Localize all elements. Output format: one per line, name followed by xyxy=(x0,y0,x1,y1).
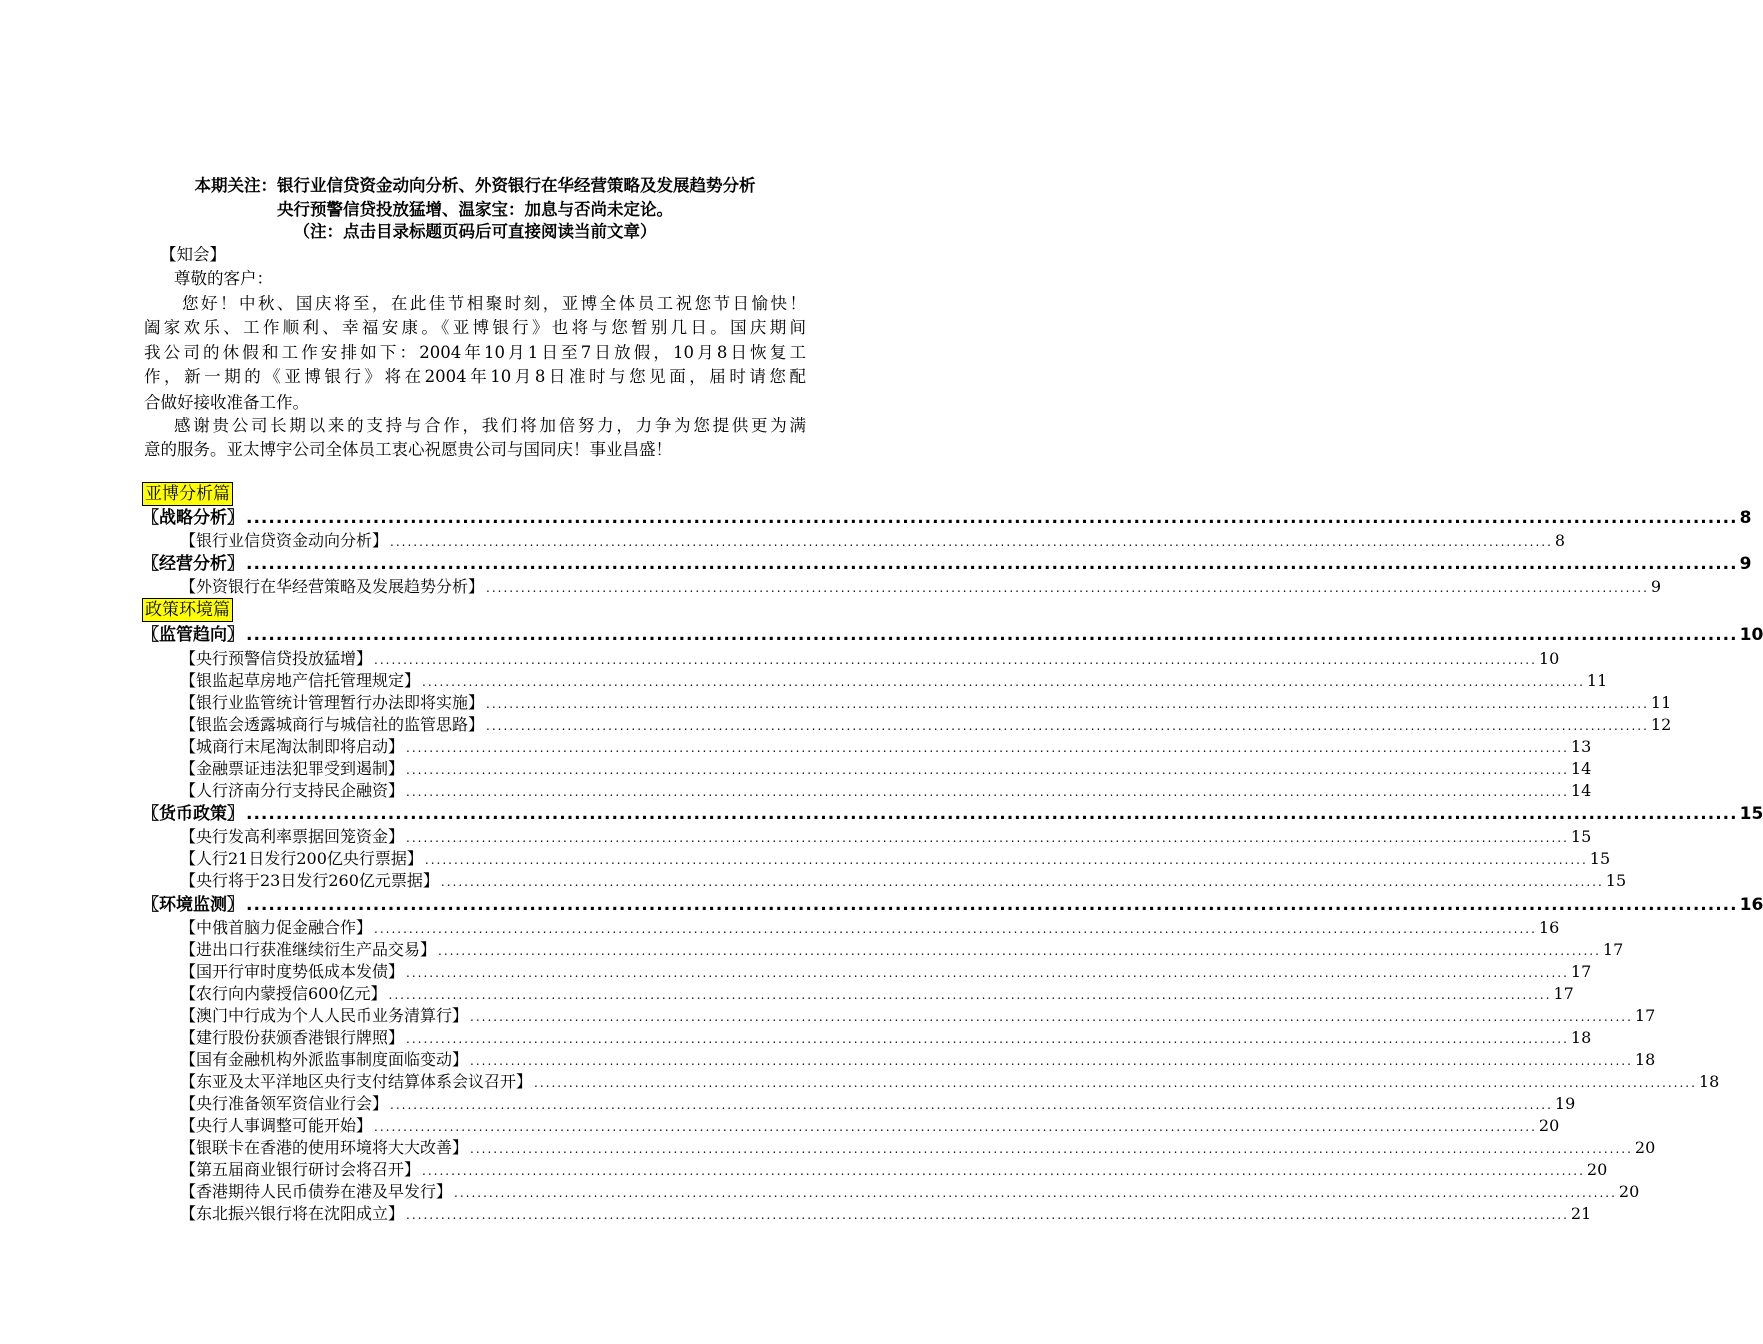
toc-dot-leader: ........................................................................................................................................................................................................ xyxy=(246,804,1738,824)
toc-article-entry[interactable] xyxy=(180,939,1624,961)
toc-category-entry[interactable] xyxy=(142,507,1752,529)
notice-para1-line: 阖家欢乐、工作顺利、幸福安康。《亚博银行》也将与您暂别几日。国庆期间 xyxy=(144,318,806,337)
toc-dot-leader: ........................................................................................................................................................................................................ xyxy=(246,895,1738,915)
toc-entry-title: 〖战略分析〗 xyxy=(142,508,244,528)
toc-page-number-link[interactable]: 15 xyxy=(1605,871,1627,890)
toc-page-number-link[interactable]: 16 xyxy=(1739,895,1763,915)
toc-dot-leader: ........................................................................................................................................................................................................ xyxy=(470,1142,1633,1156)
toc-article-entry[interactable] xyxy=(180,1137,1656,1159)
toc-page-number-link[interactable]: 8 xyxy=(1554,531,1566,550)
toc-entry-title: 【中俄首脑力促金融合作】 xyxy=(180,918,373,937)
toc-dot-leader: ........................................................................................................................................................................................................ xyxy=(424,853,1588,867)
toc-page-number-link[interactable]: 19 xyxy=(1554,1094,1576,1113)
toc-dot-leader: ........................................................................................................................................................................................................ xyxy=(406,966,1569,980)
toc-article-entry[interactable] xyxy=(180,1115,1560,1137)
toc-dot-leader: ........................................................................................................................................................................................................ xyxy=(374,922,1537,936)
toc-article-entry[interactable] xyxy=(180,1181,1640,1203)
toc-page-number-link[interactable]: 20 xyxy=(1538,1116,1560,1135)
toc-article-entry[interactable] xyxy=(180,780,1592,802)
notice-para2-line: 感谢贵公司长期以来的支持与合作，我们将加倍努力，力争为您提供更为满 xyxy=(174,416,806,435)
toc-article-entry[interactable] xyxy=(180,917,1560,939)
toc-entry-title: 【央行准备领军资信业行会】 xyxy=(180,1094,389,1113)
toc-dot-leader: ........................................................................................................................................................................................................ xyxy=(470,1054,1633,1068)
toc-article-entry[interactable] xyxy=(180,714,1672,736)
toc-page-number-link[interactable]: 9 xyxy=(1739,554,1752,574)
toc-page-number-link[interactable]: 11 xyxy=(1586,671,1608,690)
toc-page-number-link[interactable]: 18 xyxy=(1634,1050,1656,1069)
toc-entry-title: 【建行股份获颁香港银行牌照】 xyxy=(180,1028,405,1047)
toc-entry-title: 【银监会透露城商行与城信社的监管思路】 xyxy=(180,715,485,734)
toc-dot-leader: ........................................................................................................................................................................................................ xyxy=(246,508,1738,528)
toc-page-number-link[interactable]: 12 xyxy=(1650,715,1672,734)
notice-para1-line: 您好！中秋、国庆将至，在此佳节相聚时刻，亚博全体员工祝您节日愉快！ xyxy=(182,294,806,313)
toc-page-number-link[interactable]: 17 xyxy=(1602,940,1624,959)
toc-dot-leader: ........................................................................................................................................................................................................ xyxy=(422,675,1585,689)
salutation: 尊敬的客户： xyxy=(174,269,273,288)
toc-dot-leader: ........................................................................................................................................................................................................ xyxy=(388,988,1552,1002)
toc-entry-title: 【第五届商业银行研讨会将召开】 xyxy=(180,1160,421,1179)
toc-entry-title: 〖货币政策〗 xyxy=(142,804,244,824)
toc-entry-title: 【银联卡在香港的使用环境将大大改善】 xyxy=(180,1138,469,1157)
toc-dot-leader: ........................................................................................................................................................................................................ xyxy=(406,763,1569,777)
toc-page-number-link[interactable]: 10 xyxy=(1739,625,1763,645)
notice-para1-line: 合做好接收准备工作。 xyxy=(144,393,309,412)
toc-entry-title: 【金融票证违法犯罪受到遏制】 xyxy=(180,759,405,778)
subheading: 央行预警信贷投放猛增、温家宝：加息与否尚未定论。 xyxy=(277,200,673,219)
toc-entry-title: 【银行业信贷资金动向分析】 xyxy=(180,531,389,550)
toc-page-number-link[interactable]: 18 xyxy=(1698,1072,1720,1091)
toc-category-entry[interactable] xyxy=(142,894,1763,916)
toc-article-entry[interactable] xyxy=(180,870,1627,892)
toc-entry-title: 【央行预警信贷投放猛增】 xyxy=(180,649,373,668)
toc-entry-title: 〖环境监测〗 xyxy=(142,895,244,915)
toc-dot-leader: ........................................................................................................................................................................................................ xyxy=(246,554,1738,574)
toc-dot-leader: ........................................................................................................................................................................................................ xyxy=(422,1164,1585,1178)
toc-page-number-link[interactable]: 10 xyxy=(1538,649,1560,668)
toc-page-number-link[interactable]: 20 xyxy=(1586,1160,1608,1179)
toc-section-yabo-analysis[interactable]: 亚博分析篇 xyxy=(142,482,233,506)
toc-article-entry[interactable] xyxy=(180,692,1672,714)
toc-article-entry[interactable] xyxy=(180,848,1611,870)
notice-para1-line: 作，新一期的《亚博银行》将在2004年10月8日准时与您见面，届时请您配 xyxy=(144,367,806,386)
toc-page-number-link[interactable]: 17 xyxy=(1634,1006,1656,1025)
notice-para1-line: 我公司的休假和工作安排如下：2004年10月1日至7日放假，10月8日恢复工 xyxy=(144,343,806,362)
toc-category-entry[interactable] xyxy=(142,803,1763,825)
toc-page-number-link[interactable]: 15 xyxy=(1570,827,1592,846)
toc-article-entry[interactable] xyxy=(180,576,1662,598)
toc-dot-leader: ........................................................................................................................................................................................................ xyxy=(438,944,1601,958)
toc-dot-leader: ........................................................................................................................................................................................................ xyxy=(406,831,1569,845)
toc-dot-leader: ........................................................................................................................................................................................................ xyxy=(486,697,1649,711)
toc-entry-title: 【东北振兴银行将在沈阳成立】 xyxy=(180,1204,405,1223)
focus-heading: 本期关注：银行业信贷资金动向分析、外资银行在华经营策略及发展趋势分析 xyxy=(194,176,756,195)
toc-entry-title: 【澳门中行成为个人人民币业务清算行】 xyxy=(180,1006,469,1025)
toc-dot-leader: ........................................................................................................................................................................................................ xyxy=(470,1010,1633,1024)
toc-page-number-link[interactable]: 16 xyxy=(1538,918,1560,937)
toc-page-number-link[interactable]: 13 xyxy=(1570,737,1592,756)
toc-article-entry[interactable] xyxy=(180,826,1592,848)
toc-entry-title: 【央行将于23日发行260亿元票据】 xyxy=(180,871,439,890)
toc-entry-title: 〖经营分析〗 xyxy=(142,554,244,574)
toc-entry-title: 【人行21日发行200亿央行票据】 xyxy=(180,849,423,868)
toc-page-number-link[interactable]: 20 xyxy=(1618,1182,1640,1201)
toc-page-number-link[interactable]: 21 xyxy=(1570,1204,1592,1223)
toc-page-number-link[interactable]: 17 xyxy=(1553,984,1574,1003)
toc-entry-title: 【香港期待人民币债券在港及早发行】 xyxy=(180,1182,453,1201)
toc-category-entry[interactable] xyxy=(142,553,1752,575)
toc-article-entry[interactable] xyxy=(180,1093,1576,1115)
toc-article-entry[interactable] xyxy=(180,758,1592,780)
toc-entry-title: 【城商行末尾淘汰制即将启动】 xyxy=(180,737,405,756)
toc-entry-title: 【农行向内蒙授信600亿元】 xyxy=(180,984,387,1003)
toc-dot-leader: ........................................................................................................................................................................................................ xyxy=(246,625,1738,645)
toc-dot-leader: ........................................................................................................................................................................................................ xyxy=(454,1186,1617,1200)
notice-tag: 【知会】 xyxy=(160,245,226,264)
toc-page-number-link[interactable]: 17 xyxy=(1570,962,1592,981)
toc-dot-leader: ........................................................................................................................................................................................................ xyxy=(534,1076,1697,1090)
toc-dot-leader: ........................................................................................................................................................................................................ xyxy=(374,1120,1537,1134)
toc-dot-leader: ........................................................................................................................................................................................................ xyxy=(406,1032,1569,1046)
toc-entry-title: 【外资银行在华经营策略及发展趋势分析】 xyxy=(180,577,485,596)
toc-dot-leader: ........................................................................................................................................................................................................ xyxy=(440,875,1604,889)
toc-article-entry[interactable] xyxy=(180,670,1608,692)
toc-entry-title: 【东亚及太平洋地区央行支付结算体系会议召开】 xyxy=(180,1072,533,1091)
toc-page-number-link[interactable]: 11 xyxy=(1650,693,1672,712)
toc-dot-leader: ........................................................................................................................................................................................................ xyxy=(406,785,1569,799)
toc-article-entry[interactable] xyxy=(180,648,1560,670)
toc-page-number-link[interactable]: 18 xyxy=(1570,1028,1592,1047)
toc-entry-title: 【国开行审时度势低成本发债】 xyxy=(180,962,405,981)
toc-article-entry[interactable] xyxy=(180,1049,1656,1071)
toc-page-number-link[interactable]: 8 xyxy=(1739,508,1752,528)
toc-entry-title: 【银监起草房地产信托管理规定】 xyxy=(180,671,421,690)
toc-entry-title: 【银行业监管统计管理暂行办法即将实施】 xyxy=(180,693,485,712)
toc-dot-leader: ........................................................................................................................................................................................................ xyxy=(406,741,1569,755)
toc-entry-title: 〖监管趋向〗 xyxy=(142,625,244,645)
toc-category-entry[interactable] xyxy=(142,624,1763,646)
note-heading: （注：点击目录标题页码后可直接阅读当前文章） xyxy=(293,222,657,241)
toc-page-number-link[interactable]: 14 xyxy=(1570,781,1592,800)
toc-section-policy-environment[interactable]: 政策环境篇 xyxy=(142,598,233,622)
toc-article-entry[interactable] xyxy=(180,1005,1656,1027)
toc-article-entry[interactable] xyxy=(180,530,1566,552)
toc-dot-leader: ........................................................................................................................................................................................................ xyxy=(390,1098,1553,1112)
toc-article-entry[interactable] xyxy=(180,1203,1592,1225)
toc-page-number-link[interactable]: 20 xyxy=(1634,1138,1656,1157)
toc-article-entry[interactable] xyxy=(180,983,1574,1005)
toc-page-number-link[interactable]: 14 xyxy=(1570,759,1592,778)
toc-page-number-link[interactable]: 15 xyxy=(1739,804,1763,824)
toc-entry-title: 【国有金融机构外派监事制度面临变动】 xyxy=(180,1050,469,1069)
toc-article-entry[interactable] xyxy=(180,1071,1720,1093)
toc-dot-leader: ........................................................................................................................................................................................................ xyxy=(390,535,1553,549)
toc-dot-leader: ........................................................................................................................................................................................................ xyxy=(374,653,1537,667)
toc-page-number-link[interactable]: 9 xyxy=(1650,577,1662,596)
toc-entry-title: 【央行发高利率票据回笼资金】 xyxy=(180,827,405,846)
toc-dot-leader: ........................................................................................................................................................................................................ xyxy=(406,1208,1569,1222)
toc-entry-title: 【央行人事调整可能开始】 xyxy=(180,1116,373,1135)
toc-article-entry[interactable] xyxy=(180,961,1592,983)
toc-entry-title: 【进出口行获准继续衍生产品交易】 xyxy=(180,940,437,959)
toc-article-entry[interactable] xyxy=(180,736,1592,758)
toc-entry-title: 【人行济南分行支持民企融资】 xyxy=(180,781,405,800)
toc-article-entry[interactable] xyxy=(180,1027,1592,1049)
toc-dot-leader: ........................................................................................................................................................................................................ xyxy=(486,719,1649,733)
toc-dot-leader: ........................................................................................................................................................................................................ xyxy=(486,581,1649,595)
toc-article-entry[interactable] xyxy=(180,1159,1608,1181)
notice-para2-line: 意的服务。亚太博宇公司全体员工衷心祝愿贵公司与国同庆！事业昌盛！ xyxy=(144,440,672,459)
toc-page-number-link[interactable]: 15 xyxy=(1589,849,1611,868)
